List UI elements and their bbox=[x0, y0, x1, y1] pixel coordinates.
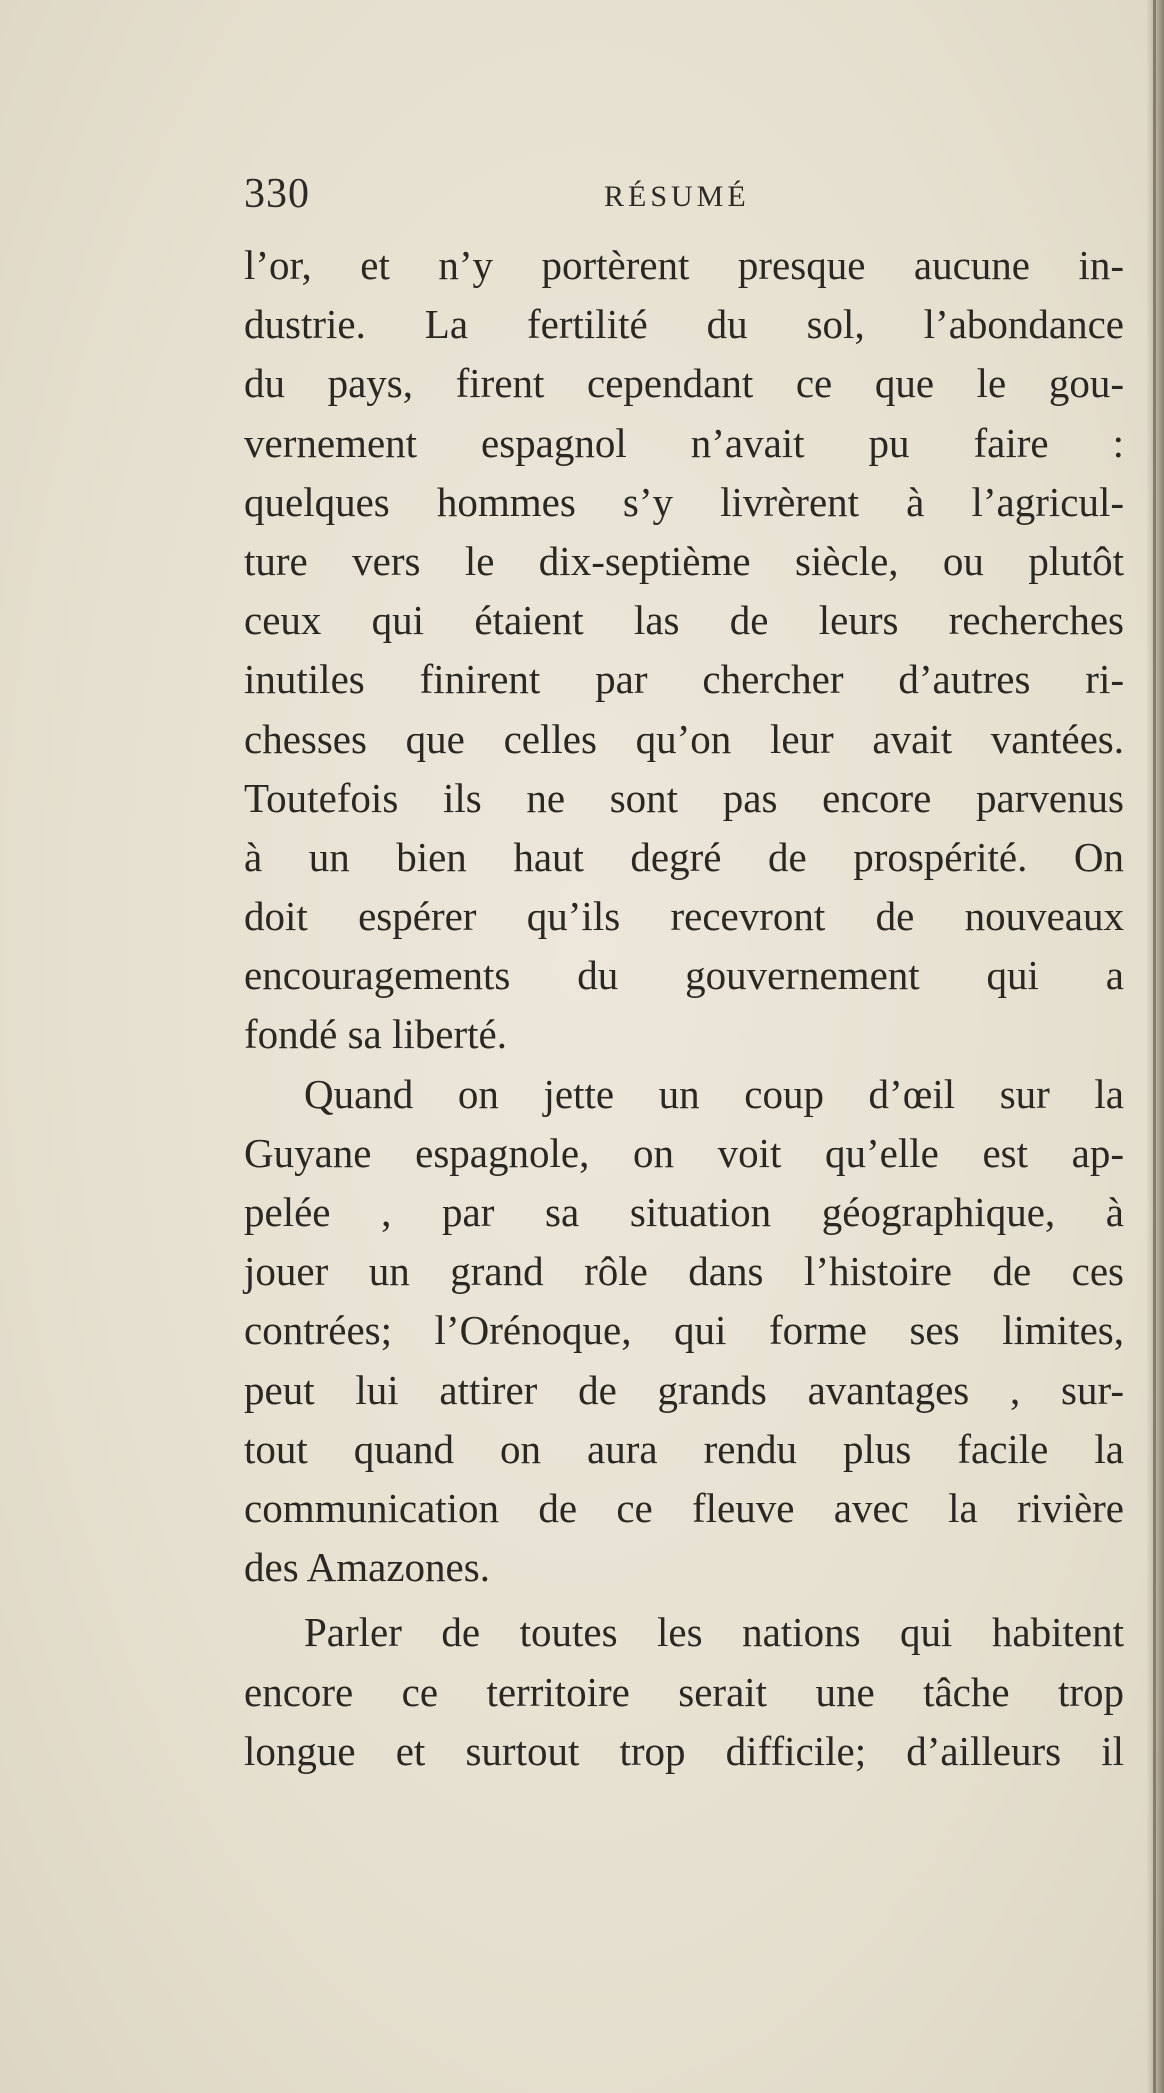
paragraph bbox=[244, 1603, 1124, 1781]
text-line: Parler de toutes les nations qui habitent bbox=[304, 1609, 1124, 1656]
text-line: quelques hommes s’y livrèrent à l’agricul- bbox=[244, 478, 1124, 525]
text-line: inutiles finirent par chercher d’autres ri- bbox=[244, 656, 1124, 703]
page-header bbox=[244, 170, 1114, 230]
text-line: dustrie. La fertilité du sol, l’abondance bbox=[244, 301, 1124, 348]
text-line: à un bien haut degré de prospérité. On bbox=[244, 833, 1124, 880]
text-line: ceux qui étaient las de leurs recherches bbox=[244, 597, 1124, 644]
running-head: RÉSUMÉ bbox=[604, 180, 750, 213]
text-line: encouragements du gouvernement qui a bbox=[244, 952, 1124, 999]
text-line: peut lui attirer de grands avantages , sur- bbox=[244, 1366, 1124, 1413]
text-line: doit espérer qu’ils recevront de nouveaux bbox=[244, 893, 1124, 940]
text-line: communication de ce fleuve avec la rivière bbox=[244, 1484, 1124, 1531]
text-line: vernement espagnol n’avait pu faire : bbox=[244, 419, 1124, 466]
page-number: 330 bbox=[244, 171, 310, 217]
text-line: pelée , par sa situation géographique, à bbox=[244, 1189, 1124, 1235]
text-line: l’or, et n’y portèrent presque aucune in- bbox=[244, 242, 1124, 288]
text-line: longue et surtout trop difficile; d’ailleurs il bbox=[244, 1727, 1124, 1774]
text-line: ture vers le dix-septième siècle, ou plutôt bbox=[244, 537, 1124, 584]
text-line: Quand on jette un coup d’œil sur la bbox=[304, 1070, 1124, 1117]
text-line: des Amazones. bbox=[244, 1544, 490, 1591]
text-line: Toutefois ils ne sont pas encore parvenus bbox=[244, 774, 1124, 821]
text-line: tout quand on aura rendu plus facile la bbox=[244, 1425, 1124, 1472]
paragraph bbox=[244, 236, 1124, 1065]
body-text bbox=[244, 236, 1124, 1781]
text-line: chesses que celles qu’on leur avait vantées. bbox=[244, 715, 1124, 762]
paragraph bbox=[244, 1065, 1124, 1598]
text-line: fondé sa liberté. bbox=[244, 1011, 507, 1058]
text-line: jouer un grand rôle dans l’histoire de ces bbox=[244, 1248, 1124, 1295]
text-line: contrées; l’Orénoque, qui forme ses limites, bbox=[244, 1307, 1124, 1354]
page-edge-line bbox=[1153, 0, 1156, 2093]
text-line: Guyane espagnole, on voit qu’elle est ap- bbox=[244, 1129, 1124, 1176]
text-line: du pays, firent cependant ce que le gou- bbox=[244, 360, 1124, 407]
text-line: encore ce territoire serait une tâche trop bbox=[244, 1668, 1124, 1715]
